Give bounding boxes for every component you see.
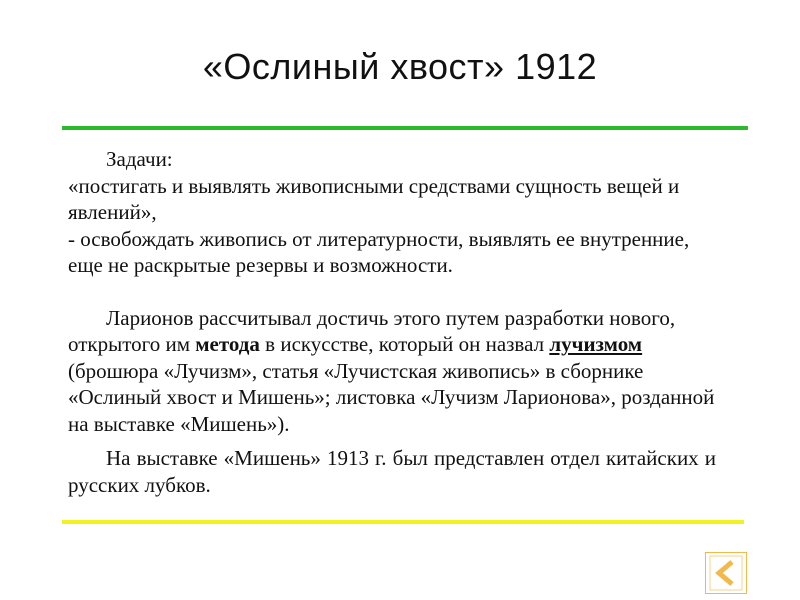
paragraph-gap xyxy=(68,279,716,305)
paragraph-gap xyxy=(68,437,716,445)
title-underline xyxy=(62,126,748,130)
slide-title: «Ослиный хвост» 1912 xyxy=(202,46,598,87)
paragraph-exhibition: На выставке «Мишень» 1913 г. был представлен отдел китайских и русских лубков. xyxy=(68,446,716,497)
paragraph-larionov xyxy=(68,305,716,438)
task-item-1: «постигать и выявлять живописными средствами сущность вещей и явлений», xyxy=(68,173,680,224)
bottom-rule xyxy=(62,520,744,524)
tasks-label: Задачи: xyxy=(106,147,173,171)
paragraph-text: в искусстве, который он назвал xyxy=(259,332,550,356)
paragraph-text: Ларионов рассчитывал достичь этого путем разработки нового, открытого им xyxy=(68,305,676,356)
bold-term-method: метода xyxy=(195,332,260,356)
bold-term-rayonism: лучизмом xyxy=(549,332,643,356)
chevron-left-icon xyxy=(705,552,747,594)
paragraph-text: (брошюра «Лучизм», статья «Лучистская живопись» в сборнике «Ослиный хвост и Мишень»; листовка «Лучизм Ларионова», розданной на выставке «Мишень»). xyxy=(68,358,715,436)
slide-body xyxy=(68,146,716,498)
task-item-2: - освобождать живопись от литературности, выявлять ее внутренние, еще не раскрытые резервы и возможности. xyxy=(68,226,690,277)
previous-slide-button[interactable] xyxy=(705,552,747,594)
